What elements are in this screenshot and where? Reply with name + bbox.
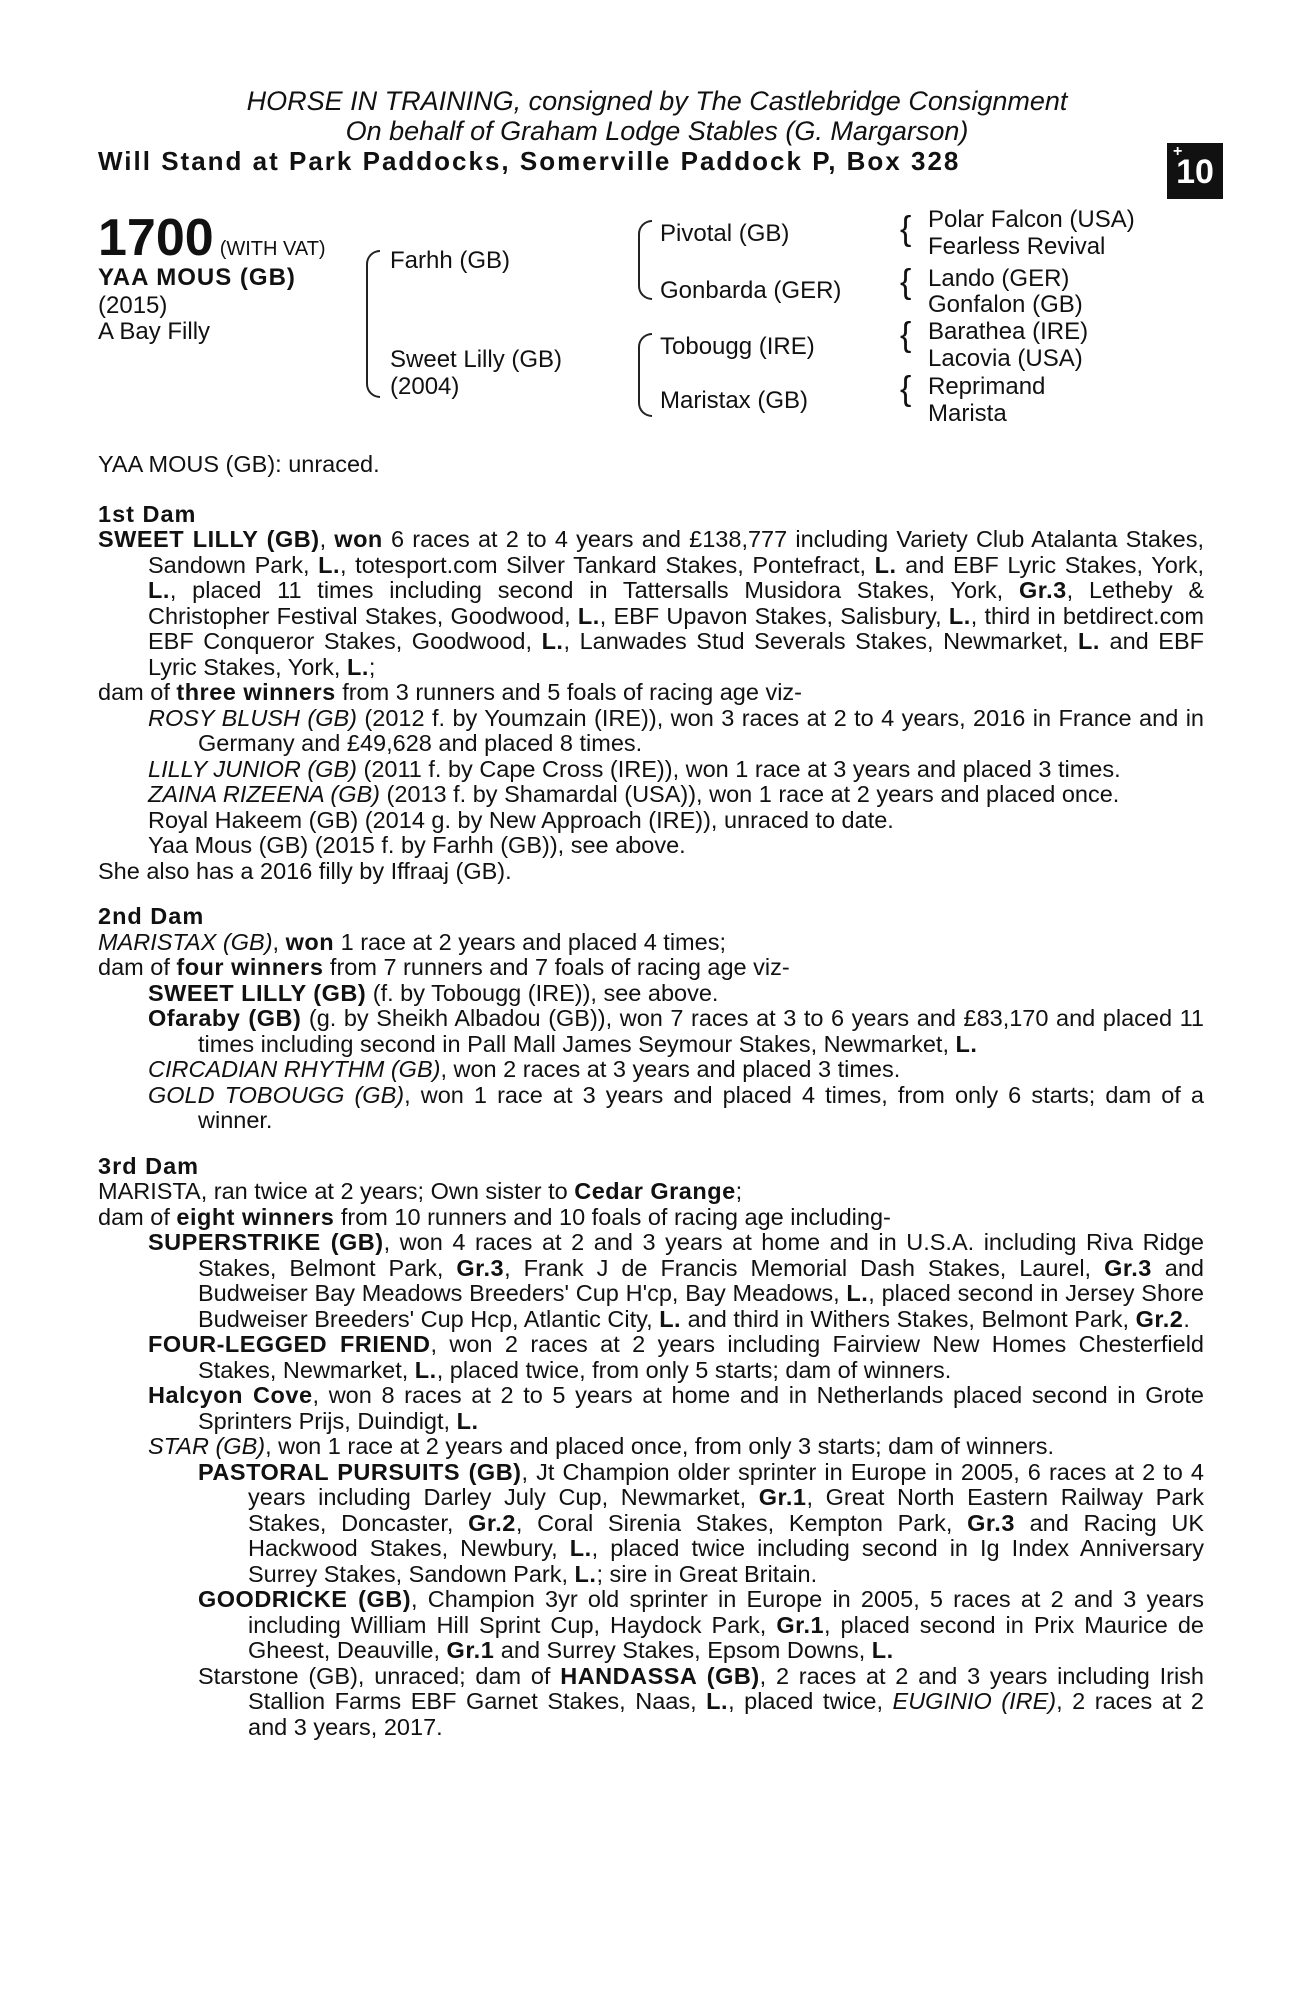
- offspring-entry: [98, 981, 1204, 1007]
- record-text: from 10 runners and 10 foals of racing age including-: [334, 1203, 891, 1230]
- pedigree-dds: Reprimand: [928, 373, 1046, 400]
- bracket-sd: [638, 262, 652, 300]
- record-text: 6 races at 2 to 4 years and £138,777 including Variety Club Atalanta Stakes, Sandown Park,: [148, 526, 1204, 578]
- sibling-name: Cedar Grange: [574, 1178, 736, 1204]
- badge-plus: +: [1173, 143, 1183, 160]
- record-text: and third in Withers Stakes, Belmont Park,: [681, 1305, 1136, 1332]
- offspring-entry: [98, 782, 1204, 808]
- badge-number: 10: [1176, 153, 1214, 191]
- listed-label: L.: [574, 1560, 597, 1587]
- offspring-entry: [98, 1332, 1204, 1383]
- record-text: , Jt Champion older sprinter in Europe in 2005, 6 races at 2 to 4 years including Darley July Cup, Newmarket,: [248, 1458, 1205, 1510]
- record-text: (f. by Tobougg (IRE)), see above.: [366, 979, 719, 1006]
- second-dam-produce-summary: [98, 955, 1204, 981]
- bracket-ds: [638, 333, 652, 377]
- group-label: Gr.1: [446, 1637, 495, 1663]
- offspring-entry: [98, 1434, 1204, 1460]
- record-text: (2012 f. by Youmzain (IRE)), won 3 races at 2 to 4 years, 2016 in France and in Germany and £49,628 and placed 8 times.: [198, 704, 1204, 756]
- group-label: Gr.1: [758, 1484, 807, 1510]
- offspring-name: ROSY BLUSH (GB): [148, 704, 357, 731]
- record-text: and Racing UK Hackwood Stakes, Newbury,: [248, 1509, 1204, 1561]
- record-text: , Frank J de Francis Memorial Dash Stakes, Laurel,: [504, 1254, 1105, 1281]
- offspring-name: Halcyon Cove: [148, 1382, 313, 1408]
- record-text: , won 2 races at 2 years including Fairview New Homes Chesterfield Stakes, Newmarket,: [198, 1331, 1204, 1383]
- pedigree-dam-sire: Tobougg (IRE): [660, 333, 815, 360]
- record-text: ; sire in Great Britain.: [596, 1560, 818, 1587]
- horse-name: YAA MOUS (GB): [98, 264, 296, 291]
- bracket-sire: [366, 250, 380, 332]
- pedigree-ddd: Marista: [928, 400, 1007, 427]
- pedigree-dsd: Lacovia (USA): [928, 345, 1083, 372]
- pedigree-sds: Lando (GER): [928, 265, 1070, 292]
- header-vendor: On behalf of Graham Lodge Stables (G. Margarson): [345, 116, 969, 146]
- won-label: won: [285, 928, 335, 955]
- pedigree-ssd: Fearless Revival: [928, 233, 1106, 260]
- record-text: , 2 races at 2 and 3 years, 2017.: [248, 1688, 1204, 1740]
- listed-label: L.: [346, 653, 369, 680]
- offspring-name: HANDASSA (GB): [560, 1662, 760, 1689]
- grand-offspring-entry: [98, 1587, 1204, 1664]
- listed-label: L.: [569, 1535, 592, 1561]
- lot-number-block: [98, 208, 326, 268]
- record-text: , won 4 races at 2 and 3 years at home and in U.S.A. including Riva Ridge Stakes, Belmont Park,: [198, 1229, 1204, 1281]
- pedigree-dam-dam: Maristax (GB): [660, 387, 809, 414]
- record-text: , placed second in Jersey Shore Budweiser Breeders' Cup Hcp, Atlantic City,: [198, 1280, 1204, 1332]
- second-dam-record: MARISTAX (GB), won 1 race at 2 years and placed 4 times;: [98, 928, 726, 955]
- offspring-name: GOLD TOBOUGG (GB): [148, 1081, 405, 1108]
- record-text: (g. by Sheikh Albadou (GB)), won 7 races at 3 to 6 years and £83,170 and placed 11 times including second in Pall Mall James Seymour Stakes, Newmarket,: [198, 1005, 1205, 1057]
- stand-location: Will Stand at Park Paddocks, Somerville Paddock P, Box 328: [98, 146, 961, 176]
- record-text: , won 1 race at 3 years and placed 4 times, from only 6 starts; dam of a winner.: [198, 1081, 1204, 1133]
- listed-label: L.: [414, 1356, 437, 1383]
- record-text: , won 8 races at 2 to 5 years at home and in Netherlands placed second in Grote Sprinters Prijs, Duindigt,: [198, 1382, 1205, 1434]
- offspring-name: CIRCADIAN RHYTHM (GB): [148, 1056, 441, 1082]
- grand-offspring-entry: [98, 1460, 1204, 1588]
- record-text: 1 race at 2 years and placed 4 times;: [334, 928, 726, 955]
- group-label: Gr.2: [468, 1509, 516, 1536]
- record-text: , Champion 3yr old sprinter in Europe in 2005, 5 races at 2 and 3 years including William Hill Sprint Cup, Haydock Park,: [248, 1586, 1205, 1638]
- group-label: Gr.3: [1104, 1254, 1152, 1281]
- listed-label: L.: [659, 1305, 682, 1332]
- record-text: , placed twice,: [728, 1688, 893, 1714]
- listed-label: L.: [148, 577, 170, 603]
- record-text: , totesport.com Silver Tankard Stakes, Pontefract,: [340, 551, 875, 578]
- first-dam-record: SWEET LILLY (GB), won 6 races at 2 to 4 years and £138,777 including Variety Club Atalanta Stakes, Sandown Park, L., totesport.com Silver Tankard Stakes, Pontefract, L. and EBF Lyric Stakes, York, L., placed 11 times including second in Tattersalls Musidora Stakes, York, Gr.3, Letheby & Christopher Festival Stakes, Goodwood, L., EBF Upavon Stakes, Salisbury, L., third in betdirect.com EBF Conqueror Stakes, Goodwood, L., Lanwades Stud Severals Stakes, Newmarket, L. and EBF Lyric Stakes, York, L.;: [98, 526, 1205, 680]
- record-text: , 2 races at 2 and 3 years including Irish Stallion Farms EBF Garnet Stakes, Naas,: [248, 1662, 1204, 1714]
- record-text: , won 1 race at 2 years and placed once, from only 3 starts; dam of winners.: [265, 1433, 1055, 1459]
- record-text: (2011 f. by Cape Cross (IRE)), won 1 race at 3 years and placed 3 times.: [356, 755, 1121, 782]
- record-text: dam of: [98, 679, 177, 705]
- group-label: Gr.3: [967, 1509, 1015, 1536]
- header-consignor: HORSE IN TRAINING, consigned by The Castlebridge Consignment: [246, 86, 1068, 116]
- record-text: , EBF Upavon Stakes, Salisbury,: [599, 602, 949, 629]
- record-text: from 3 runners and 5 foals of racing age viz-: [335, 679, 802, 705]
- offspring-name: GOODRICKE (GB): [198, 1586, 412, 1612]
- listed-label: L.: [456, 1407, 479, 1434]
- listed-label: L.: [846, 1280, 869, 1306]
- offspring-entry: [98, 706, 1204, 757]
- listed-label: L.: [577, 602, 600, 629]
- record-text: , Coral Sirenia Stakes, Kempton Park,: [515, 1509, 968, 1536]
- lot-vat: (WITH VAT): [219, 238, 326, 260]
- offspring-name: Ofaraby (GB): [148, 1005, 302, 1031]
- offspring-name: STAR (GB): [148, 1433, 266, 1459]
- record-text: , Lanwades Stud Severals Stakes, Newmarket,: [563, 628, 1079, 654]
- record-text: ;: [735, 1178, 743, 1204]
- offspring-name: ZAINA RIZEENA (GB): [148, 781, 380, 807]
- offspring-entry: [98, 1006, 1204, 1057]
- first-dam-also: She also has a 2016 filly by Iffraaj (GB).: [98, 857, 512, 884]
- grand-offspring-entry: [98, 1664, 1204, 1741]
- record-text: Starstone (GB), unraced; dam of: [198, 1662, 561, 1689]
- brace-1: {: [900, 210, 912, 248]
- winners-count: four winners: [176, 954, 324, 980]
- record-text: , won 2 races at 3 years and placed 3 times.: [440, 1056, 901, 1082]
- horse-year: (2015): [98, 292, 168, 319]
- group-label: Gr.1: [776, 1611, 825, 1638]
- brace-4: {: [900, 370, 912, 408]
- pedigree-sdd: Gonfalon (GB): [928, 291, 1083, 318]
- won-label: won: [334, 526, 383, 552]
- listed-label: L.: [1078, 628, 1100, 654]
- bracket-dd: [638, 375, 652, 417]
- record-text: , third in betdirect.com EBF Conqueror Stakes, Goodwood,: [148, 602, 1204, 654]
- second-dam-heading: 2nd Dam: [98, 903, 205, 929]
- pedigree-sire-sire: Pivotal (GB): [660, 220, 790, 247]
- pedigree-sire: Farhh (GB): [390, 247, 511, 274]
- lot-number: 1700: [98, 209, 214, 267]
- record-text: dam of: [98, 1203, 177, 1230]
- record-text: from 7 runners and 7 foals of racing age viz-: [323, 954, 790, 980]
- record-text: , placed twice, from only 5 starts; dam of winners.: [436, 1356, 952, 1383]
- record-text: ;: [368, 653, 376, 680]
- winners-count: eight winners: [176, 1203, 335, 1230]
- dam-name: MARISTAX (GB): [98, 928, 273, 955]
- catalogue-body: [98, 452, 1204, 1740]
- pedigree-sss: Polar Falcon (USA): [928, 206, 1135, 233]
- offspring-entry: Yaa Mous (GB) (2015 f. by Farhh (GB)), see above.: [148, 832, 686, 858]
- record-text: .: [1183, 1305, 1190, 1332]
- offspring-name: FOUR-LEGGED FRIEND: [148, 1331, 431, 1357]
- record-text: (2013 f. by Shamardal (USA)), won 1 race at 2 years and placed once.: [379, 781, 1120, 807]
- offspring-name: SUPERSTRIKE (GB): [148, 1229, 384, 1255]
- record-text: , placed twice including second in Ig Index Anniversary Surrey Stakes, Sandown Park,: [248, 1535, 1204, 1587]
- bracket-ss: [638, 220, 652, 264]
- brace-2: {: [900, 263, 912, 301]
- record-text: , Letheby & Christopher Festival Stakes, Goodwood,: [148, 577, 1205, 629]
- pedigree-dss: Barathea (IRE): [928, 318, 1089, 345]
- lot-badge: [1167, 143, 1223, 199]
- offspring-name: EUGINIO (IRE): [892, 1688, 1057, 1714]
- offspring-name: SWEET LILLY (GB): [148, 979, 367, 1006]
- record-text: MARISTA, ran twice at 2 years; Own sister to: [98, 1178, 575, 1204]
- offspring-name: PASTORAL PURSUITS (GB): [198, 1458, 522, 1485]
- listed-label: L.: [541, 628, 564, 654]
- third-dam-heading: 3rd Dam: [98, 1152, 200, 1179]
- offspring-entry: [98, 1230, 1204, 1332]
- offspring-entry: [98, 1383, 1204, 1434]
- record-text: and EBF Lyric Stakes, York,: [148, 628, 1204, 680]
- record-text: and Surrey Stakes, Epsom Downs,: [494, 1637, 872, 1663]
- third-dam-record: [98, 1179, 1204, 1205]
- record-text: , placed 11 times including second in Tattersalls Musidora Stakes, York,: [169, 577, 1019, 603]
- pedigree-dam: Sweet Lilly (GB): [390, 346, 563, 373]
- winners-count: three winners: [176, 679, 336, 705]
- listed-label: L.: [706, 1688, 729, 1714]
- record-text: and EBF Lyric Stakes, York,: [896, 551, 1204, 578]
- pedigree-dam-year: (2004): [390, 373, 460, 400]
- first-dam-produce-summary: [98, 680, 1204, 706]
- bracket-dam: [366, 330, 380, 398]
- record-text: , placed second in Prix Maurice de Gheest, Deauville,: [248, 1611, 1204, 1663]
- offspring-entry: [98, 757, 1204, 783]
- unraced-note: YAA MOUS (GB): unraced.: [98, 451, 380, 477]
- offspring-entry: [98, 1057, 1204, 1083]
- offspring-entry: Royal Hakeem (GB) (2014 g. by New Approach (IRE)), unraced to date.: [148, 806, 894, 833]
- record-text: dam of: [98, 954, 177, 980]
- group-label: Gr.3: [456, 1254, 505, 1281]
- dam-name: SWEET LILLY (GB): [98, 526, 320, 552]
- offspring-entry: [98, 1083, 1204, 1134]
- listed-label: L.: [318, 551, 340, 578]
- listed-label: L.: [871, 1637, 894, 1663]
- record-text: and Budweiser Bay Meadows Breeders' Cup H'cp, Bay Meadows,: [198, 1254, 1204, 1306]
- pedigree-sire-dam: Gonbarda (GER): [660, 277, 842, 304]
- horse-description: A Bay Filly: [98, 318, 211, 345]
- group-label: Gr.3: [1018, 577, 1067, 603]
- first-dam-heading: 1st Dam: [98, 500, 197, 527]
- brace-3: {: [900, 316, 912, 354]
- listed-label: L.: [874, 551, 897, 578]
- third-dam-produce-summary: [98, 1205, 1204, 1231]
- group-label: Gr.2: [1135, 1305, 1184, 1332]
- offspring-name: LILLY JUNIOR (GB): [148, 755, 357, 782]
- listed-label: L.: [955, 1030, 978, 1057]
- listed-label: L.: [948, 602, 971, 629]
- record-text: , Great North Eastern Railway Park Stakes, Doncaster,: [248, 1484, 1204, 1536]
